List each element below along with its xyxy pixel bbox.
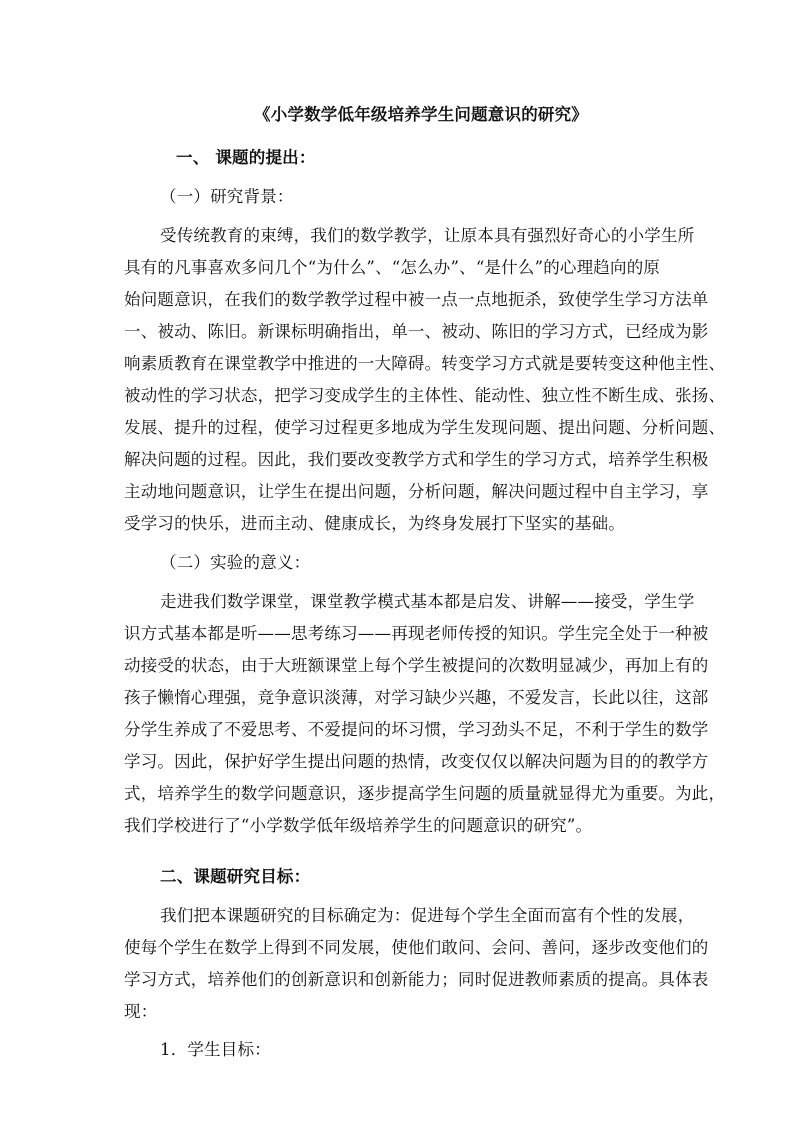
sub1-heading: （一）研究背景： <box>160 187 294 206</box>
significance-line-8: 我们学校进行了“小学数学低年级培养学生的问题意识的研究”。 <box>124 816 593 835</box>
goal-line-2: 使每个学生在数学上得到不同发展，使他们敢问、会问、善问，逐步改变他们的 <box>124 938 709 957</box>
significance-line-4: 孩子懒惰心理强，竞争意识淡薄，对学习缺少兴趣，不爱发言，长此以往，这部 <box>124 688 709 707</box>
section1-heading: 一、 课题的提出： <box>176 148 316 167</box>
significance-line-6: 学习。因此，保护好学生提出问题的热情，改变仅仅以解决问题为目的的教学方 <box>124 752 709 771</box>
background-line-9: 主动地问题意识，让学生在提出问题，分析问题，解决问题过程中自主学习，享 <box>124 482 709 501</box>
goal-line-1: 我们把本课题研究的目标确定为：促进每个学生全面而富有个性的发展， <box>160 906 695 925</box>
background-line-1: 受传统教育的束缚，我们的数学教学，让原本具有强烈好奇心的小学生所 <box>160 226 695 245</box>
section2-heading: 二、课题研究目标： <box>160 867 311 886</box>
significance-line-1: 走进我们数学课堂，课堂教学模式基本都是启发、讲解——接受，学生学 <box>160 592 695 611</box>
background-line-5: 响素质教育在课堂教学中推进的一大障碍。转变学习方式就是要转变这种他主性、 <box>124 354 726 373</box>
background-line-7: 发展、提升的过程，使学习过程更多地成为学生发现问题、提出问题、分析问题、 <box>124 418 726 437</box>
goal-line-3: 学习方式，培养他们的创新意识和创新能力；同时促进教师素质的提高。具体表 <box>124 970 709 989</box>
goal-line-4: 现： <box>124 1002 158 1021</box>
sub2-heading: （二）实验的意义： <box>160 553 311 572</box>
significance-line-3: 动接受的状态，由于大班额课堂上每个学生被提问的次数明显减少，再加上有的 <box>124 656 709 675</box>
background-line-6: 被动性的学习状态，把学习变成学生的主体性、能动性、独立性不断生成、张扬、 <box>124 386 726 405</box>
background-line-8: 解决问题的过程。因此，我们要改变教学方式和学生的学习方式，培养学生积极 <box>124 450 709 469</box>
student-goal-item: 1．学生目标： <box>160 1040 271 1059</box>
significance-line-7: 式，培养学生的数学问题意识，逐步提高学生问题的质量就显得尤为重要。为此， <box>124 784 726 803</box>
background-line-10: 受学习的快乐，进而主动、健康成长，为终身发展打下坚实的基础。 <box>124 514 625 533</box>
background-line-2: 具有的凡事喜欢多问几个“为什么”、“怎么办”、“是什么”的心理趋向的原 <box>124 258 661 277</box>
significance-line-2: 识方式基本都是听——思考练习——再现老师传授的知识。学生完全处于一种被 <box>124 624 709 643</box>
background-line-4: 一、被动、陈旧。新课标明确指出，单一、被动、陈旧的学习方式，已经成为影 <box>124 322 709 341</box>
document-title: 《小学数学低年级培养学生问题意识的研究》 <box>254 105 588 124</box>
background-line-3: 始问题意识，在我们的数学教学过程中被一点一点地扼杀，致使学生学习方法单 <box>124 290 709 309</box>
significance-line-5: 分学生养成了不爱思考、不爱提问的坏习惯，学习劲头不足，不利于学生的数学 <box>124 720 709 739</box>
